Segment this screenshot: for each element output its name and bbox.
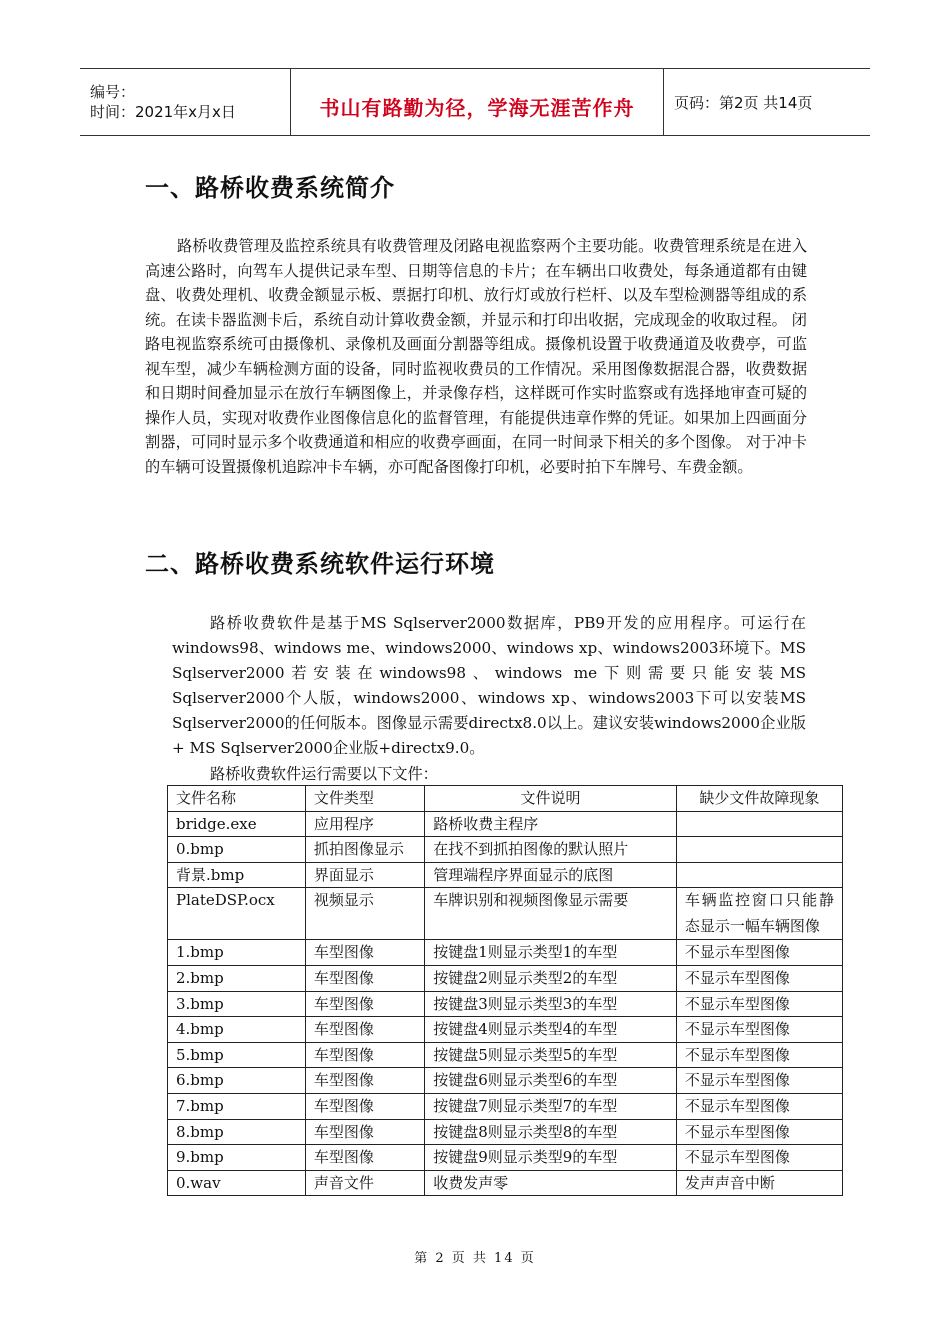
table-intro: 路桥收费软件运行需要以下文件： <box>210 765 438 783</box>
table-cell: 7.bmp <box>168 1093 306 1119</box>
table-cell: 8.bmp <box>168 1119 306 1145</box>
table-cell: 按键盘8则显示类型8的车型 <box>425 1119 677 1145</box>
section-2-paragraph: 路桥收费软件是基于MS Sqlserver2000数据库，PB9开发的应用程序。可运行在windows98、windows me、windows2000、windows xp、windows2003环境下。MS Sqlserver2000若安装在windows98、windows me下则需要只能安装MS Sqlserver2000个人版，windows2000、windows xp、windows2003下可以安装MS Sqlserver2000的任何版本。图像显示需要directx8.0以上。建议安装windows2000企业版+ MS Sqlserver2000企业版+directx9.0。 <box>172 614 806 757</box>
table-cell <box>676 811 842 837</box>
table-cell: 不显示车型图像 <box>676 991 842 1017</box>
header-time: 时间：2021年x月x日 <box>90 103 236 121</box>
table-cell: 车辆监控窗口只能静态显示一幅车辆图像 <box>676 888 842 940</box>
table-row <box>168 1170 843 1196</box>
column-header: 文件类型 <box>305 786 424 812</box>
header-page-number: 页码：第2页 共14页 <box>664 69 871 136</box>
table-cell: 不显示车型图像 <box>676 965 842 991</box>
table-cell: 应用程序 <box>305 811 424 837</box>
table-cell: 9.bmp <box>168 1145 306 1171</box>
table-cell: 6.bmp <box>168 1068 306 1094</box>
table-cell: 在找不到抓拍图像的默认照片 <box>425 837 677 863</box>
table-cell: 车型图像 <box>305 1042 424 1068</box>
column-header: 文件说明 <box>425 786 677 812</box>
table-row <box>168 940 843 966</box>
table-cell: 抓拍图像显示 <box>305 837 424 863</box>
table-row <box>168 1093 843 1119</box>
table-cell: 按键盘3则显示类型3的车型 <box>425 991 677 1017</box>
table-cell: 车型图像 <box>305 991 424 1017</box>
table-cell: PlateDSP.ocx <box>168 888 306 940</box>
column-header: 文件名称 <box>168 786 306 812</box>
required-files-table <box>167 785 843 1196</box>
table-cell: 声音文件 <box>305 1170 424 1196</box>
table-cell: 不显示车型图像 <box>676 1093 842 1119</box>
table-header-row <box>168 786 843 812</box>
table-cell: 车型图像 <box>305 1145 424 1171</box>
table-cell: 车型图像 <box>305 965 424 991</box>
table-cell: 按键盘1则显示类型1的车型 <box>425 940 677 966</box>
table-cell: 车型图像 <box>305 1119 424 1145</box>
table-cell: 按键盘5则显示类型5的车型 <box>425 1042 677 1068</box>
table-cell: 管理端程序界面显示的底图 <box>425 862 677 888</box>
page-footer: 第 2 页 共 14 页 <box>414 1251 536 1266</box>
section-1-paragraph: 路桥收费管理及监控系统具有收费管理及闭路电视监察两个主要功能。收费管理系统是在进入高速公路时，向驾车人提供记录车型、日期等信息的卡片；在车辆出口收费处，每条通道都有由键盘、收费处理机、收费金额显示板、票据打印机、放行灯或放行栏杆、以及车型检测器等组成的系统。在读卡器监测卡后，系统自动计算收费金额，并显示和打印出收据，完成现金的收取过程。 闭路电视监察系统可由摄像机、录像机及画面分割器等组成。摄像机设置于收费通道及收费亭，可监视车型，减少车辆检测方面的设备，同时监视收费员的工作情况。采用图像数据混合器，收费数据和日期时间叠加显示在放行车辆图像上，并录像存档，这样既可作实时监察或有选择地审查可疑的操作人员，实现对收费作业图像信息化的监督管理，有能提供违章作弊的凭证。如果加上四画面分割器，可同时显示多个收费通道和相应的收费亭画面，在同一时间录下相关的多个图像。 对于冲卡的车辆可设置摄像机追踪冲卡车辆，亦可配备图像打印机，必要时拍下车牌号、车费金额。 <box>145 237 807 476</box>
table-cell: 不显示车型图像 <box>676 1068 842 1094</box>
table-row <box>168 837 843 863</box>
section-2-title: 二、路桥收费系统软件运行环境 <box>145 550 495 578</box>
table-cell: 收费发声零 <box>425 1170 677 1196</box>
table-cell: 4.bmp <box>168 1017 306 1043</box>
table-row <box>168 1068 843 1094</box>
table-cell: 0.bmp <box>168 837 306 863</box>
table-cell: 不显示车型图像 <box>676 1017 842 1043</box>
table-cell: 车型图像 <box>305 1068 424 1094</box>
table-cell: 界面显示 <box>305 862 424 888</box>
table-body <box>168 811 843 1196</box>
table-cell: 按键盘4则显示类型4的车型 <box>425 1017 677 1043</box>
table-cell: 2.bmp <box>168 965 306 991</box>
table-cell: 不显示车型图像 <box>676 940 842 966</box>
table-cell: 发声声音中断 <box>676 1170 842 1196</box>
table-cell: 按键盘2则显示类型2的车型 <box>425 965 677 991</box>
header-number: 编号： <box>90 83 136 101</box>
page-header <box>80 68 870 136</box>
table-cell: 不显示车型图像 <box>676 1042 842 1068</box>
table-cell: 3.bmp <box>168 991 306 1017</box>
table-cell: 不显示车型图像 <box>676 1145 842 1171</box>
table-cell <box>676 837 842 863</box>
table-cell: 背景.bmp <box>168 862 306 888</box>
column-header: 缺少文件故障现象 <box>676 786 842 812</box>
table-cell: 路桥收费主程序 <box>425 811 677 837</box>
table-cell: 5.bmp <box>168 1042 306 1068</box>
table-cell: 按键盘9则显示类型9的车型 <box>425 1145 677 1171</box>
table-cell: 按键盘7则显示类型7的车型 <box>425 1093 677 1119</box>
header-meta <box>80 69 291 136</box>
table-row <box>168 1145 843 1171</box>
table-cell: 车型图像 <box>305 940 424 966</box>
table-row <box>168 965 843 991</box>
table-cell: 车型图像 <box>305 1017 424 1043</box>
table-cell: 0.wav <box>168 1170 306 1196</box>
table-row <box>168 862 843 888</box>
header-motto: 书山有路勤为径，学海无涯苦作舟 <box>291 69 664 136</box>
table-row <box>168 991 843 1017</box>
table-cell: 车型图像 <box>305 1093 424 1119</box>
table-cell: 车牌识别和视频图像显示需要 <box>425 888 677 940</box>
table-cell: 不显示车型图像 <box>676 1119 842 1145</box>
section-1-title: 一、路桥收费系统简介 <box>145 174 395 202</box>
table-cell: 视频显示 <box>305 888 424 940</box>
table-cell: bridge.exe <box>168 811 306 837</box>
table-cell <box>676 862 842 888</box>
table-cell: 按键盘6则显示类型6的车型 <box>425 1068 677 1094</box>
table-row <box>168 811 843 837</box>
table-row <box>168 1119 843 1145</box>
table-row <box>168 1017 843 1043</box>
table-row <box>168 888 843 940</box>
table-row <box>168 1042 843 1068</box>
table-cell: 1.bmp <box>168 940 306 966</box>
